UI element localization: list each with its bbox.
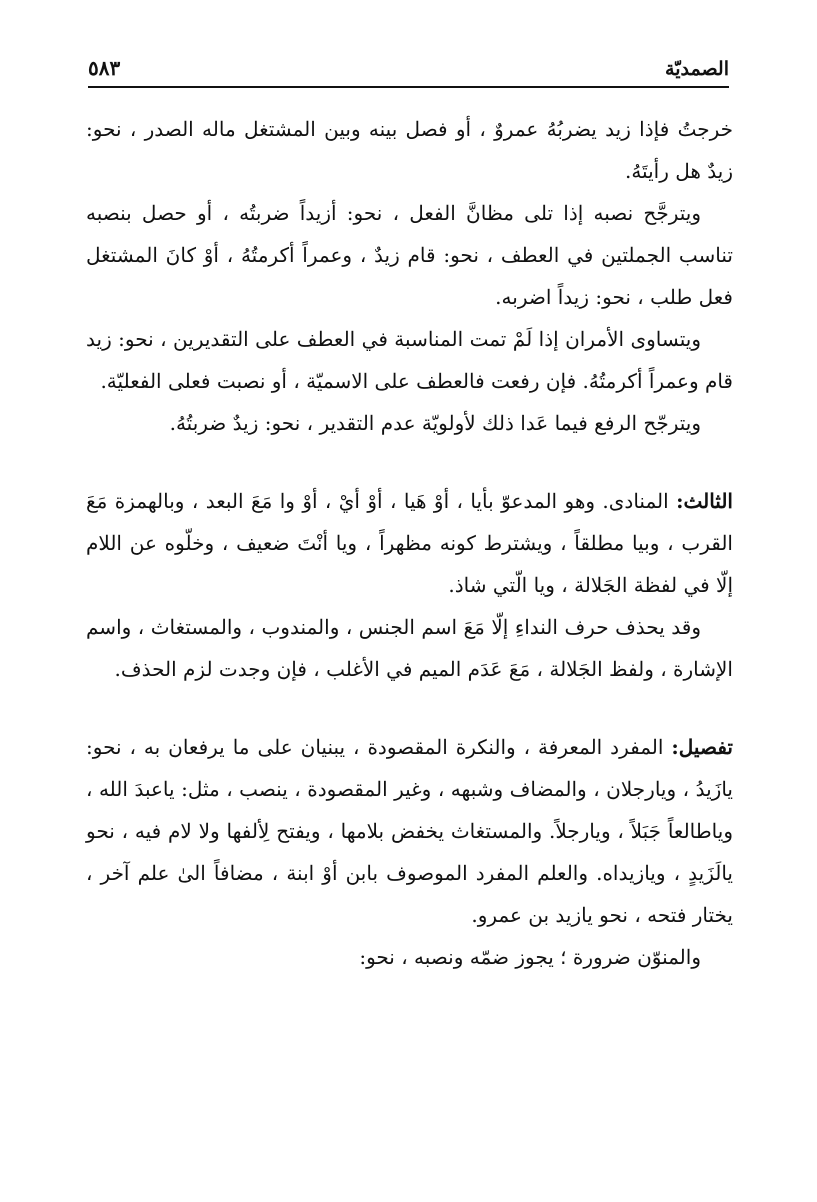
section-heading: تفصيل: <box>671 735 733 759</box>
section-third-paragraph <box>86 480 733 606</box>
section-detail-paragraph <box>86 726 733 936</box>
paragraph: وقد يحذف حرف النداءِ إلّا مَعَ اسم الجنس ، والمندوب ، والمستغاث ، واسم الإشارة ، ولفظ الجَلالة ، مَعَ عَدَم الميم في الأغلب ، فإن وجدت لزم الحذف. <box>86 615 733 681</box>
paragraph: والمنوّن ضرورة ؛ يجوز ضمّه ونصبه ، نحو: <box>359 945 701 969</box>
section-text: المفرد المعرفة ، والنكرة المقصودة ، يبنيان على ما يرفعان به ، نحو: يازَيدُ ، ويارجلان ، والمضاف وشبهه ، وغير المقصودة ، ينصب ، مثل: ياعبدَ الله ، وياطالعاً جَبَلاً ، ويارجلاً. والمستغاث يخفض بلامها ، ويفتح لِألفها ولا لام فيه ، نحو يالَزَيدٍ ، ويازيداه. والعلم المفرد الموصوف بابن أوْ ابنة ، مضافاً الىٰ علم آخر ، يختار فتحه ، نحو يازيد بن عمرو. <box>86 735 733 927</box>
section-gap <box>86 444 733 480</box>
section-heading: الثالث: <box>676 489 733 513</box>
page-header <box>88 52 729 88</box>
section-text: المنادى. وهو المدعوّ بأيا ، أوْ هَيا ، أوْ أيْ ، أوْ وا مَعَ البعد ، وبالهمزة مَعَ القرب ، وبيا مطلقاً ، ويشترط كونه مظهراً ، ويا أنْتَ ضعيف ، وخلّوه عن اللام إلّا في لفظة الجَلالة ، ويا الّتي شاذ. <box>86 489 733 597</box>
page-body <box>86 108 733 978</box>
section-gap <box>86 690 733 726</box>
paragraph: ويترجّح الرفع فيما عَدا ذلك لأولويّة عدم التقدير ، نحو: زيدٌ ضربتُهُ. <box>169 411 701 435</box>
paragraph: ويترجَّح نصبه إذا تلى مظانَّ الفعل ، نحو: أزيداً ضربتُه ، أو حصل بنصبه تناسب الجملتين في العطف ، نحو: قام زيدٌ ، وعمراً أكرمتُهُ ، أوْ كانَ المشتغل فعل طلب ، نحو: زيداً اضربه. <box>86 201 733 309</box>
running-title: الصمديّة <box>665 58 729 80</box>
paragraph: ويتساوى الأمران إذا لَمْ تمت المناسبة في العطف على التقديرين ، نحو: زيد قام وعمراً أكرمتُهُ. فإن رفعت فالعطف على الاسميّة ، أو نصبت فعلى الفعليّة. <box>86 327 733 393</box>
paragraph: خرجتُ فإذا زيد يضربُهُ عمروٌ ، أو فصل بينه وبين المشتغل ماله الصدر ، نحو: زيدٌ هل رأيتَهُ. <box>86 117 733 183</box>
page-number: ٥٨٣ <box>88 56 121 80</box>
